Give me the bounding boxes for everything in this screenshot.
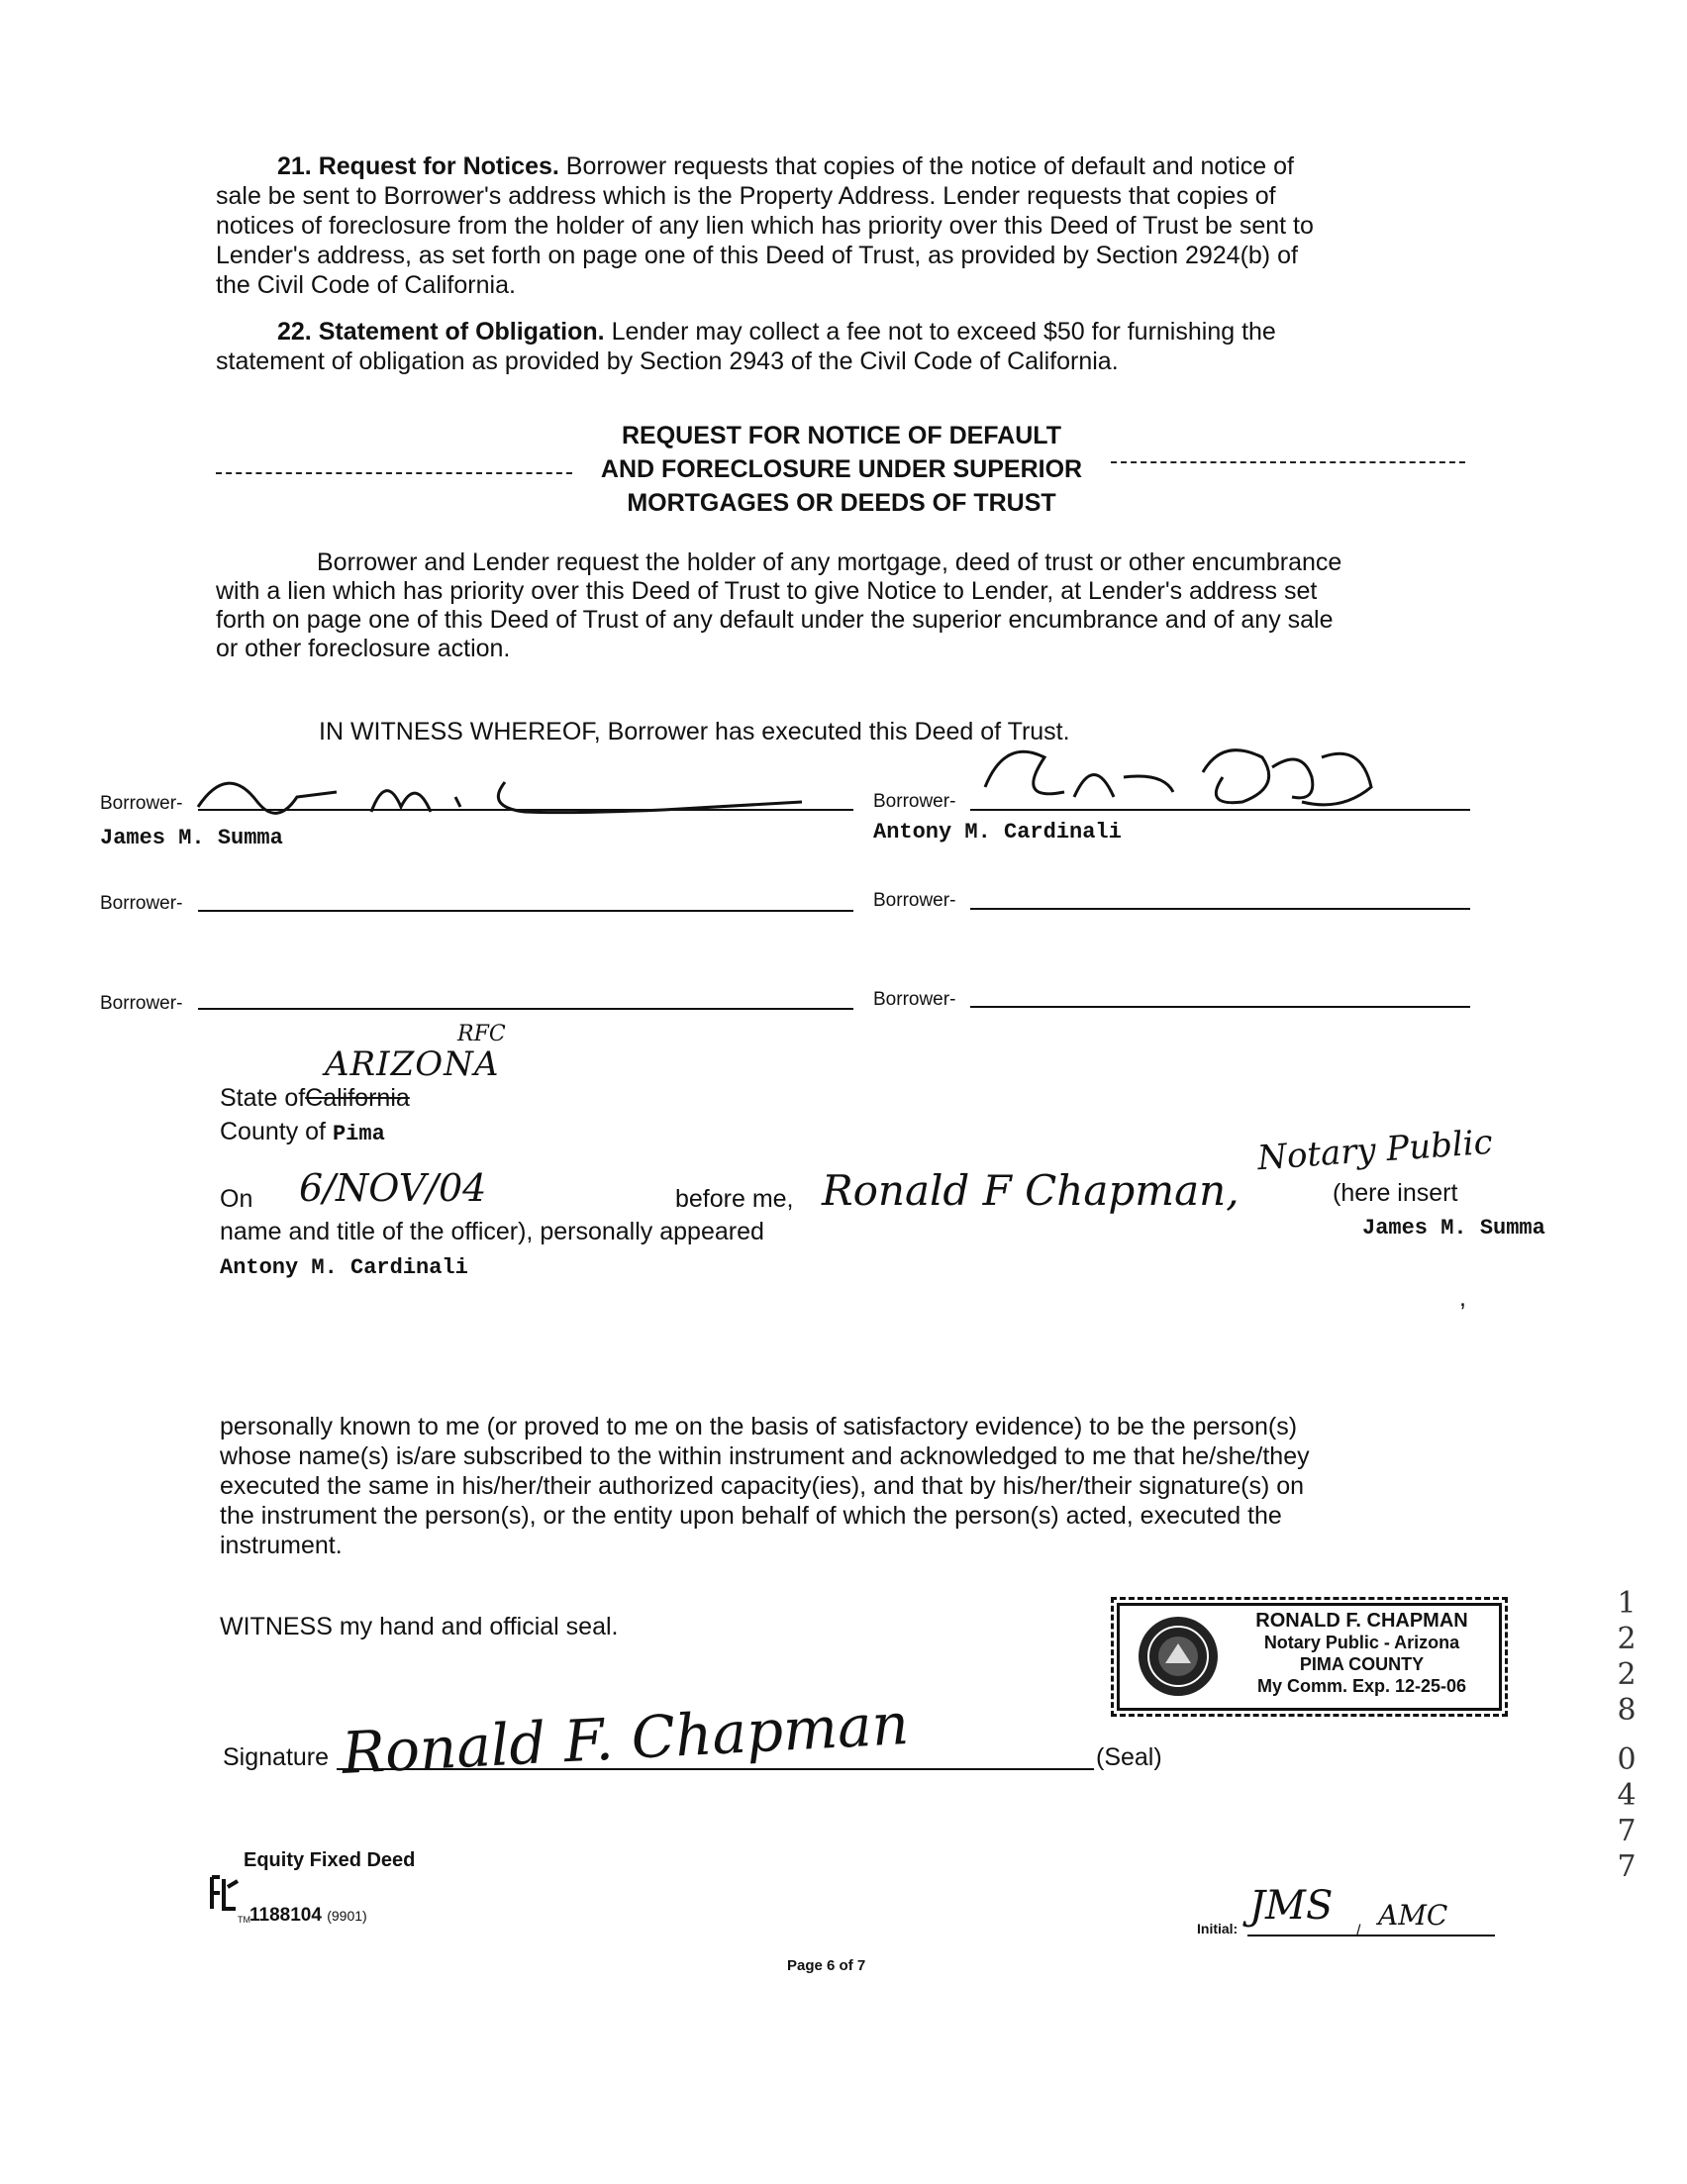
witness-clause: IN WITNESS WHEREOF, Borrower has executed this Deed of Trust. bbox=[319, 718, 1070, 745]
title-handwritten: Notary Public bbox=[1255, 1122, 1494, 1179]
seal-text bbox=[1231, 1610, 1493, 1697]
form-title: Equity Fixed Deed bbox=[244, 1849, 416, 1871]
borrower-label-1: Borrower- bbox=[100, 793, 183, 814]
notary-signature: Ronald F. Chapman bbox=[340, 1690, 911, 1787]
heading-rule-right bbox=[1111, 461, 1465, 463]
section-22 bbox=[216, 317, 1465, 376]
initials-handwritten-2: AMC bbox=[1378, 1899, 1448, 1932]
section-22-number: 22. bbox=[277, 318, 312, 346]
on-label: On bbox=[220, 1185, 253, 1213]
borrower-signature-line-5 bbox=[198, 1008, 853, 1010]
section-22-line-1 bbox=[216, 317, 1465, 347]
request-heading bbox=[554, 419, 1129, 520]
request-body-line-3: forth on page one of this Deed of Trust of any default under the superior encumbrance and of any sale bbox=[216, 606, 1334, 634]
notary-seal-stamp bbox=[1111, 1597, 1508, 1717]
ack-line-3: executed the same in his/her/their authorized capacity(ies), and that by his/her/their signature(s) on bbox=[220, 1472, 1305, 1500]
recording-number-bottom: 0477 bbox=[1617, 1742, 1640, 1884]
heading-rule-left bbox=[216, 472, 572, 474]
state-seal-icon bbox=[1136, 1614, 1221, 1699]
date-handwritten: 6/NOV/04 bbox=[299, 1166, 487, 1210]
name-title-text: name and title of the officer), personally appeared bbox=[220, 1218, 764, 1245]
ack-line-5: instrument. bbox=[220, 1532, 343, 1559]
state-label: State of bbox=[220, 1084, 306, 1112]
ack-line-4: the instrument the person(s), or the entity upon behalf of which the person(s) acted, executed the bbox=[220, 1502, 1282, 1530]
tm-mark: TM bbox=[238, 1915, 250, 1925]
county-label: County of bbox=[220, 1118, 327, 1145]
initial-separator: / bbox=[1356, 1923, 1361, 1939]
signature-label: Signature bbox=[223, 1743, 330, 1771]
request-heading-line-3: MORTGAGES OR DEEDS OF TRUST bbox=[627, 489, 1056, 517]
section-21-line-1 bbox=[216, 151, 1465, 181]
signature-line bbox=[337, 1768, 1094, 1770]
initial-line bbox=[1247, 1935, 1495, 1936]
borrower-signature-line-6 bbox=[970, 1006, 1470, 1008]
borrower-1-signature bbox=[188, 752, 842, 832]
request-heading-line-1: REQUEST FOR NOTICE OF DEFAULT bbox=[622, 422, 1061, 449]
initial-label: Initial: bbox=[1197, 1921, 1239, 1936]
page-number: Page 6 of 7 bbox=[787, 1957, 866, 1974]
seal-label: (Seal) bbox=[1096, 1743, 1162, 1771]
form-number-value: 1188104 bbox=[249, 1905, 322, 1926]
county-line bbox=[220, 1117, 385, 1149]
section-21-line-2: sale be sent to Borrower's address which is the Property Address. Lender requests that copies of bbox=[216, 182, 1276, 210]
request-heading-line-2: AND FORECLOSURE UNDER SUPERIOR bbox=[600, 455, 1083, 483]
before-me-label: before me, bbox=[675, 1185, 794, 1213]
borrower-label-6: Borrower- bbox=[873, 989, 956, 1010]
ack-line-2: whose name(s) is/are subscribed to the within instrument and acknowledged to me that he/she/they bbox=[220, 1442, 1310, 1470]
borrower-label-5: Borrower- bbox=[100, 993, 183, 1014]
initials-handwritten-1: JMS bbox=[1249, 1883, 1334, 1929]
comma-mark: , bbox=[1459, 1284, 1466, 1312]
state-handwritten: ARIZONA bbox=[325, 1044, 500, 1084]
borrower-label-2: Borrower- bbox=[873, 791, 956, 812]
section-21-number: 21. bbox=[277, 152, 312, 180]
county-value: Pima bbox=[332, 1122, 385, 1146]
borrower-name-2: Antony M. Cardinali bbox=[873, 820, 1122, 844]
request-body bbox=[216, 548, 1465, 663]
state-struck: California bbox=[305, 1084, 410, 1112]
borrower-name-1: James M. Summa bbox=[100, 826, 283, 850]
section-21-line-3: notices of foreclosure from the holder of any lien which has priority over this Deed of Trust be sent to bbox=[216, 212, 1314, 240]
acknowledgment bbox=[220, 1412, 1469, 1560]
form-logo-icon bbox=[206, 1873, 246, 1913]
section-21-text: Borrower requests that copies of the notice of default and notice of bbox=[565, 152, 1294, 180]
section-21 bbox=[216, 151, 1465, 300]
form-number bbox=[249, 1905, 367, 1927]
request-body-line-1: Borrower and Lender request the holder of any mortgage, deed of trust or other encumbrance bbox=[317, 548, 1342, 576]
officer-handwritten: Ronald F Chapman, bbox=[822, 1166, 1240, 1215]
borrower-2-signature bbox=[965, 718, 1401, 827]
state-initials-handwritten: RFC bbox=[457, 1022, 506, 1046]
borrower-signature-line-4 bbox=[970, 908, 1470, 910]
here-insert: (here insert bbox=[1333, 1179, 1458, 1207]
request-body-line-4: or other foreclosure action. bbox=[216, 635, 511, 662]
borrower-label-3: Borrower- bbox=[100, 893, 183, 914]
borrower-label-4: Borrower- bbox=[873, 890, 956, 911]
seal-county: PIMA COUNTY bbox=[1299, 1654, 1425, 1674]
recording-number-top: 1228 bbox=[1617, 1586, 1640, 1728]
ack-line-1: personally known to me (or proved to me on the basis of satisfactory evidence) to be the person(s) bbox=[220, 1413, 1298, 1440]
section-22-line-2: statement of obligation as provided by Section 2943 of the Civil Code of California. bbox=[216, 347, 1119, 375]
request-body-line-2: with a lien which has priority over this Deed of Trust to give Notice to Lender, at Lender's address set bbox=[216, 577, 1318, 605]
section-21-heading: Request for Notices. bbox=[318, 152, 559, 180]
seal-name: RONALD F. CHAPMAN bbox=[1255, 1610, 1468, 1632]
witness-seal-text: WITNESS my hand and official seal. bbox=[220, 1613, 619, 1640]
section-21-line-4: Lender's address, as set forth on page one of this Deed of Trust, as provided by Section 2924(b) of bbox=[216, 242, 1298, 269]
section-22-heading: Statement of Obligation. bbox=[318, 318, 605, 346]
appeared-name-1: James M. Summa bbox=[1362, 1216, 1545, 1241]
state-line bbox=[220, 1083, 410, 1113]
seal-title: Notary Public - Arizona bbox=[1263, 1633, 1460, 1652]
appeared-name-2: Antony M. Cardinali bbox=[220, 1255, 468, 1280]
form-version: (9901) bbox=[327, 1908, 367, 1924]
section-21-line-5: the Civil Code of California. bbox=[216, 271, 516, 299]
seal-expiry: My Comm. Exp. 12-25-06 bbox=[1256, 1676, 1467, 1696]
borrower-signature-line-3 bbox=[198, 910, 853, 912]
section-22-text: Lender may collect a fee not to exceed $50 for furnishing the bbox=[611, 318, 1276, 346]
